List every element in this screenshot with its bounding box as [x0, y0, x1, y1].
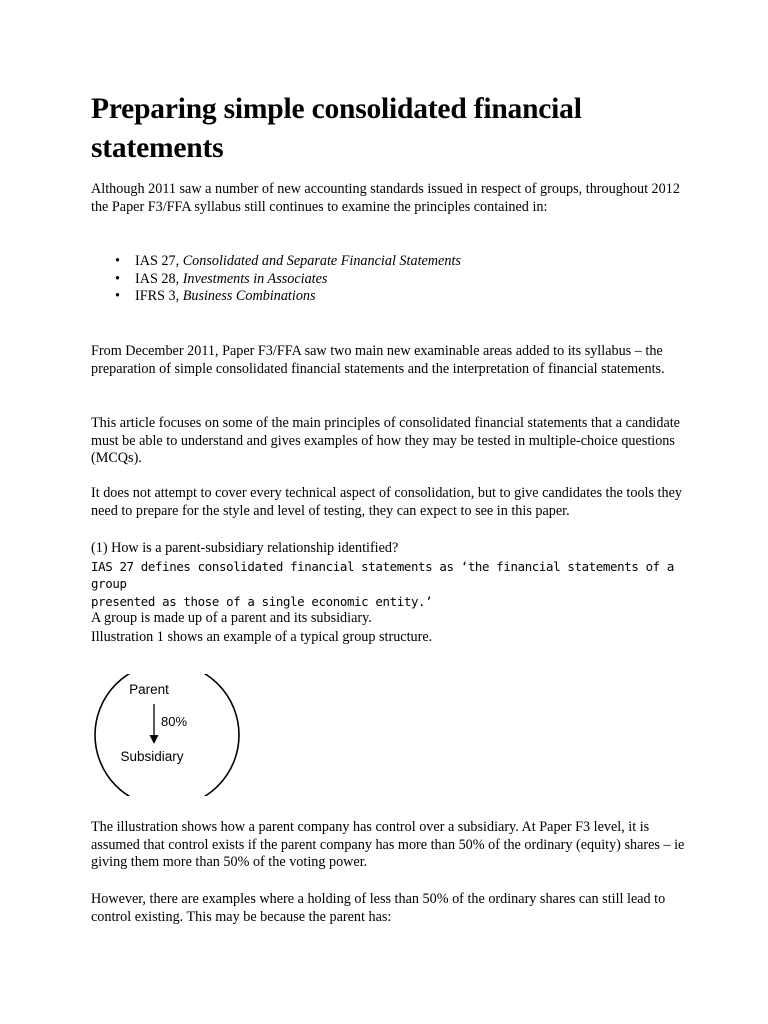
standard-name: Consolidated and Separate Financial Statements — [182, 253, 461, 269]
definition-line: IAS 27 defines consolidated financial statements as ‘the financial statements of a group — [91, 558, 675, 591]
definition-line: presented as those of a single economic entity.’ — [91, 593, 433, 609]
holding-percent-label: 80% — [161, 714, 188, 729]
intro-paragraph: Although 2011 saw a number of new accounting standards issued in respect of groups, throughout 2012 the Paper F3/FFA syllabus still continues to examine the principles contained in: — [91, 181, 680, 215]
subsidiary-label: Subsidiary — [120, 749, 184, 764]
standard-code: IAS 28, — [135, 270, 183, 287]
exceptions-paragraph: However, there are examples where a holding of less than 50% of the ordinary shares can still lead to control existing. This may be because the parent has: — [91, 891, 666, 925]
syllabus-paragraph: From December 2011, Paper F3/FFA saw two main new examinable areas added to its syllabus – the preparation of simple consolidated financial statements and the interpretation of financial statements. — [91, 343, 665, 377]
bullet-icon: • — [115, 270, 120, 287]
control-paragraph: The illustration shows how a parent company has control over a subsidiary. At Paper F3 level, it is assumed that control exists if the parent company has more than 50% of the ordinary (equity) shares – ie giving them more than 50% of the voting power. — [91, 819, 685, 870]
list-item — [115, 271, 461, 289]
arrow-down-icon — [150, 735, 159, 744]
parent-label: Parent — [129, 682, 169, 697]
group-structure-diagram — [91, 674, 243, 796]
list-item — [115, 288, 461, 306]
scope-paragraph: It does not attempt to cover every technical aspect of consolidation, but to give candidates the tools they need to prepare for the style and level of testing, they can expect to see in this paper. — [91, 485, 682, 519]
article — [91, 90, 691, 925]
standards-list — [115, 253, 461, 306]
question-heading: (1) How is a parent-subsidiary relationship identified? — [91, 540, 399, 556]
standard-code: IAS 27, — [135, 253, 183, 269]
page-title: Preparing simple consolidated financial statements — [91, 93, 582, 164]
group-sentence: A group is made up of a parent and its subsidiary. — [91, 610, 372, 626]
illustration-intro: Illustration 1 shows an example of a typical group structure. — [91, 629, 433, 645]
standard-name: Business Combinations — [182, 288, 316, 304]
standard-name: Investments in Associates — [182, 270, 328, 287]
bullet-icon: • — [115, 253, 120, 269]
definition-block — [91, 540, 691, 628]
standard-code: IFRS 3, — [135, 288, 183, 304]
focus-paragraph: This article focuses on some of the main principles of consolidated financial statements that a candidate must be able to understand and gives examples of how they may be tested in multiple-choice questions (MCQs). — [91, 415, 680, 466]
bullet-icon: • — [115, 288, 120, 304]
list-item — [115, 253, 461, 271]
